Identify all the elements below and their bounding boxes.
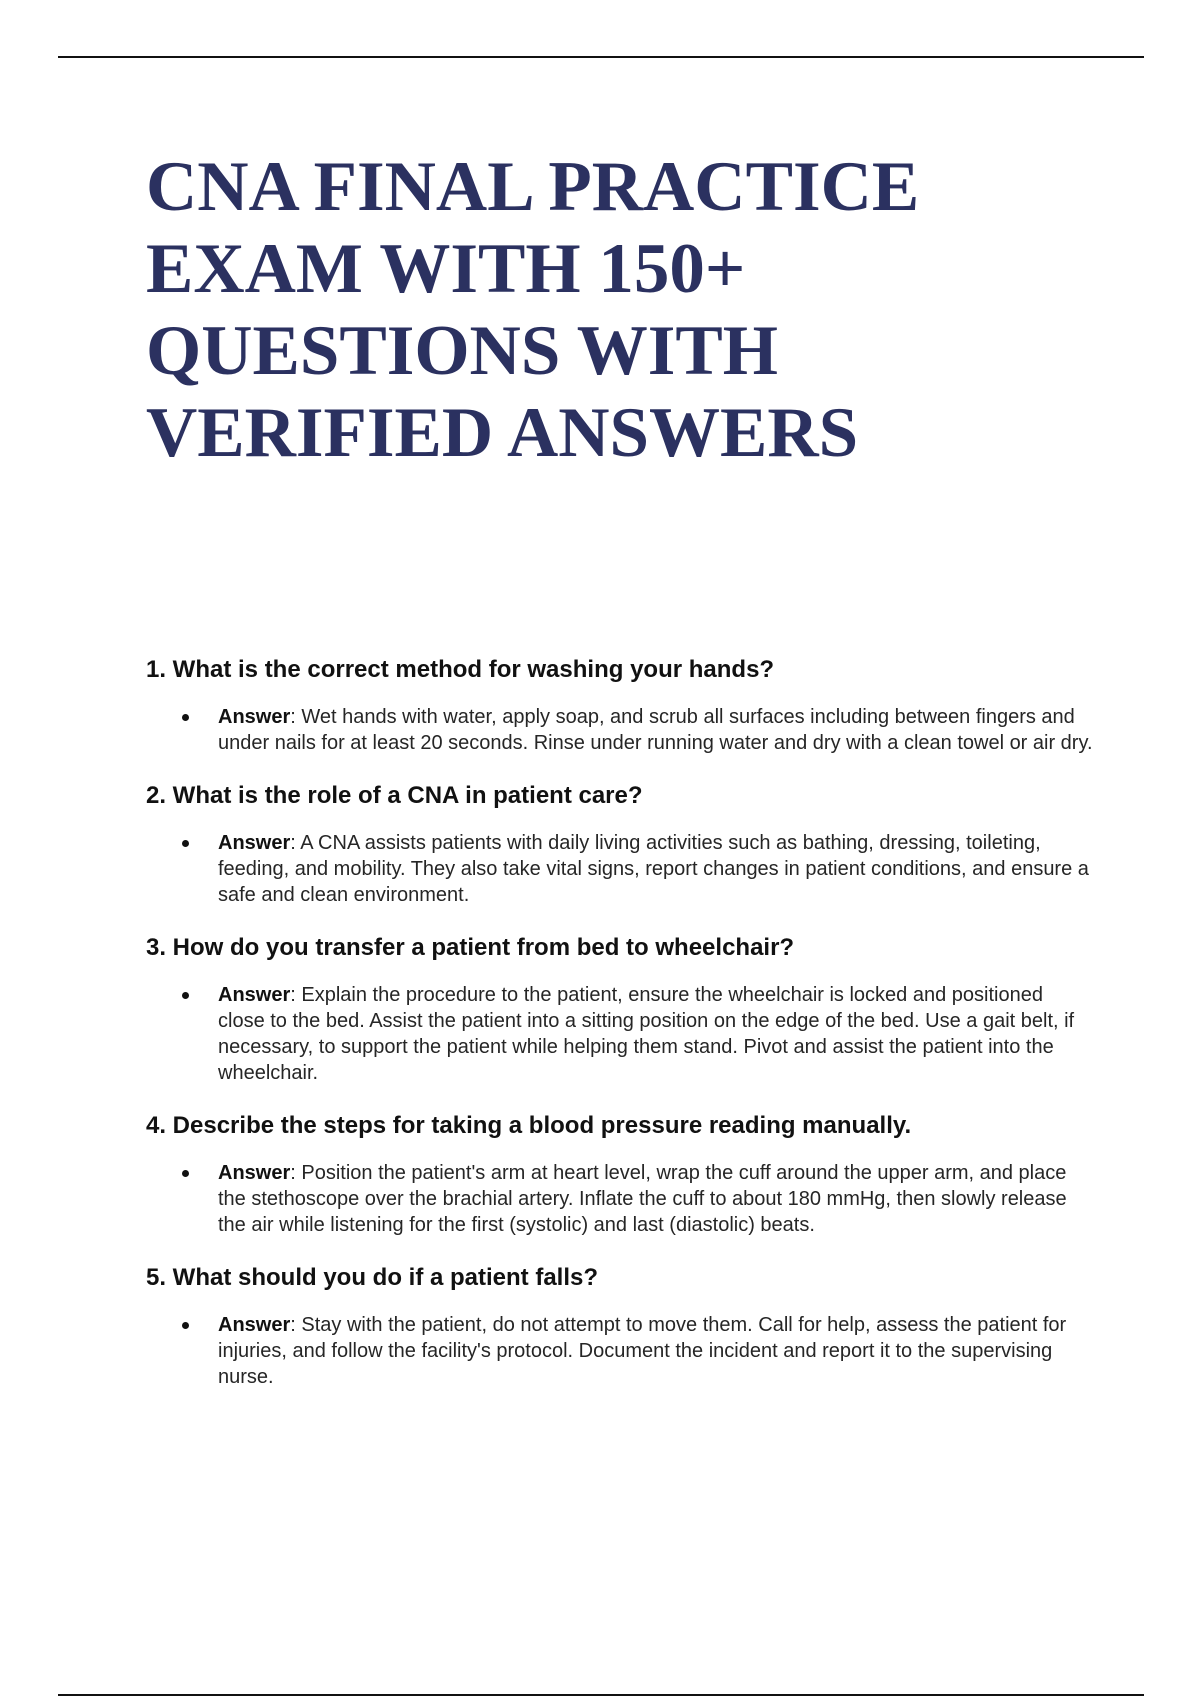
qa-item [146,930,1094,1086]
answer-text: : Stay with the patient, do not attempt to move them. Call for help, assess the patient for injuries, and follow the facility's protocol. Document the incident and report it to the supervising nurse. [218,1314,1067,1388]
answer-label: Answer [218,706,291,728]
question-3: 3. How do you transfer a patient from bed to wheelchair? [146,934,795,961]
answer-text: : Position the patient's arm at heart level, wrap the cuff around the upper arm, and place the stethoscope over the brachial artery. Inflate the cuff to about 180 mmHg, then slowly release the air while listening for the first (systolic) and last (diastolic) beats. [218,1162,1067,1236]
bullet-icon [182,840,189,847]
question-5: 5. What should you do if a patient falls? [146,1264,599,1291]
answer-list [146,982,1094,1086]
answer-text: : Wet hands with water, apply soap, and scrub all surfaces including between fingers and under nails for at least 20 seconds. Rinse under running water and dry with a clean towel or air dry. [218,706,1093,754]
answer-4 [146,1160,1094,1238]
answer-text: : Explain the procedure to the patient, ensure the wheelchair is locked and positioned close to the bed. Assist the patient into a sitting position on the edge of the bed. Use a gait belt, if necessary, to support the patient while helping them stand. Pivot and assist the patient into the wheelchair. [218,984,1075,1084]
answer-list [146,1160,1094,1238]
top-rule [58,56,1144,58]
question-2: 2. What is the role of a CNA in patient care? [146,782,643,809]
answer-3 [146,982,1094,1086]
bullet-icon [182,714,189,721]
document-title: CNA FINAL PRACTICE EXAM WITH 150+ QUESTIONS WITH VERIFIED ANSWERS [146,148,920,472]
question-1: 1. What is the correct method for washing your hands? [146,656,775,683]
answer-label: Answer [218,984,291,1006]
answer-list [146,830,1094,908]
question-4: 4. Describe the steps for taking a blood pressure reading manually. [146,1112,912,1139]
answer-list [146,1312,1094,1390]
answer-1 [146,704,1094,756]
qa-item [146,1108,1094,1238]
bullet-icon [182,1170,189,1177]
qa-item [146,778,1094,908]
bullet-icon [182,1322,189,1329]
answer-text: : A CNA assists patients with daily living activities such as bathing, dressing, toileting, feeding, and mobility. They also take vital signs, report changes in patient conditions, and ensure a safe and clean environment. [218,832,1089,906]
answer-5 [146,1312,1094,1390]
answer-label: Answer [218,832,291,854]
answer-label: Answer [218,1162,291,1184]
bottom-rule [58,1694,1144,1696]
answer-label: Answer [218,1314,291,1336]
qa-list [146,652,1094,1412]
qa-item [146,1260,1094,1390]
answer-list [146,704,1094,756]
bullet-icon [182,992,189,999]
qa-item [146,652,1094,756]
answer-2 [146,830,1094,908]
